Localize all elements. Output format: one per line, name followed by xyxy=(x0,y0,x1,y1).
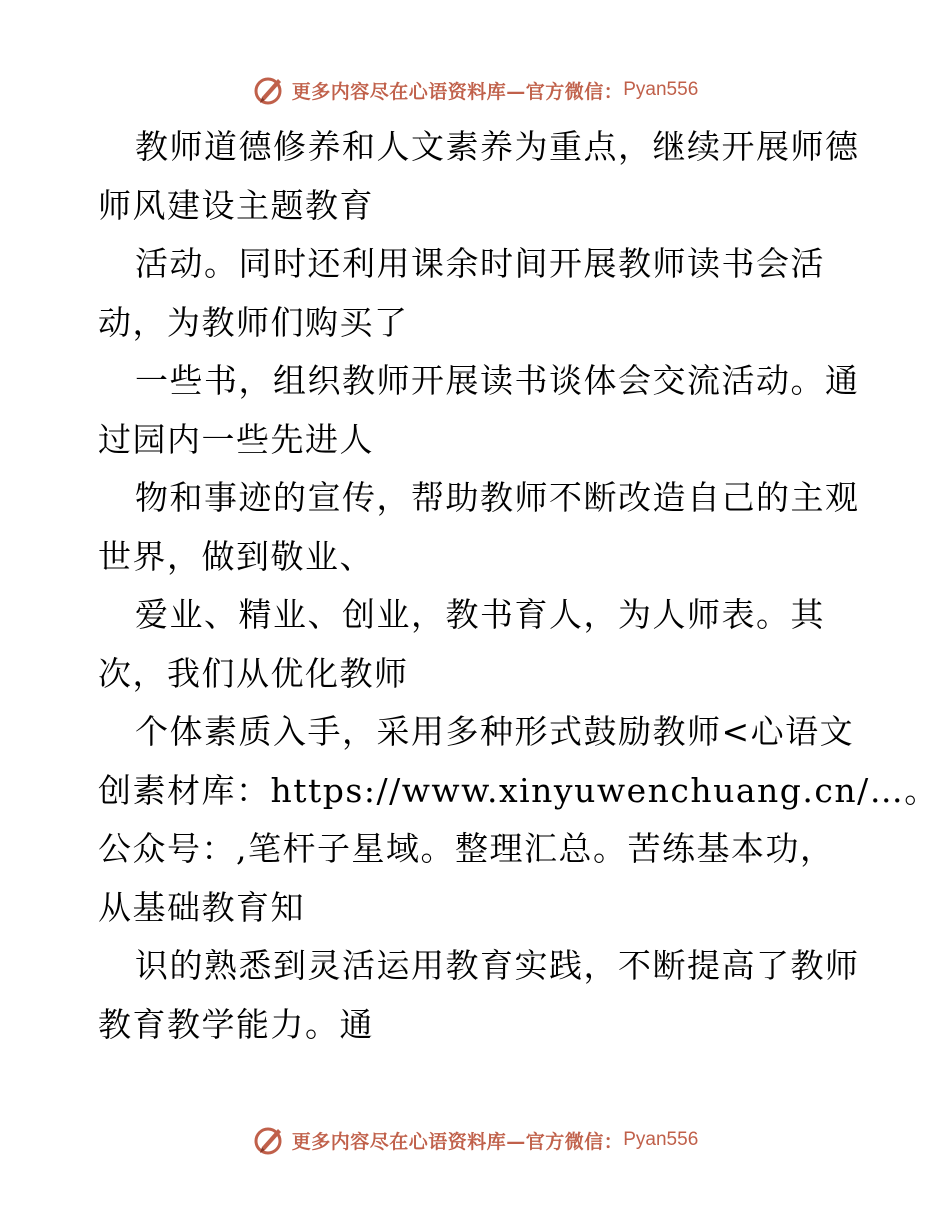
footer-banner xyxy=(0,1120,950,1160)
header-banner xyxy=(0,70,950,110)
text-line: 次，我们从优化教师 xyxy=(98,653,409,693)
text-line: 过园内一些先进人 xyxy=(98,419,374,459)
quill-pen-logo-icon xyxy=(252,1123,286,1157)
text-line: 世界，做到敬业、 xyxy=(98,536,374,576)
header-wechat-id: Pyan556 xyxy=(623,79,699,100)
text-line: 活动。同时还利用课余时间开展教师读书会活 xyxy=(135,244,825,283)
text-line: 物和事迹的宣传，帮助教师不断改造自己的主观 xyxy=(135,478,860,517)
text-line: 教师道德修养和人文素养为重点，继续开展师德 xyxy=(135,127,860,166)
footer-wechat-id: Pyan556 xyxy=(623,1129,699,1150)
document-body xyxy=(98,118,939,1054)
header-banner-text: 更多内容尽在心语资料库—官方微信： xyxy=(291,80,624,103)
text-line: 师风建设主题教育 xyxy=(98,185,374,225)
text-line: 识的熟悉到灵活运用教育实践，不断提高了教师 xyxy=(135,946,860,985)
text-line: 教育教学能力。通 xyxy=(98,1004,374,1044)
text-line: 个体素质入手，采用多种形式鼓励教师<心语文 xyxy=(135,712,855,751)
text-line: 从基础教育知 xyxy=(98,887,305,927)
quill-pen-logo-icon xyxy=(252,73,286,107)
text-line: 公众号：,笔杆子星域。整理汇总。苦练基本功， xyxy=(98,829,835,868)
footer-banner-text: 更多内容尽在心语资料库—官方微信： xyxy=(291,1130,624,1153)
text-line: 动，为教师们购买了 xyxy=(98,302,409,342)
text-line-link: 创素材库：https://www.xinyuwenchuang.cn/…。 xyxy=(98,770,939,810)
text-line: 一些书，组织教师开展读书谈体会交流活动。通 xyxy=(135,361,860,400)
text-line: 爱业、精业、创业，教书育人，为人师表。其 xyxy=(135,595,825,634)
